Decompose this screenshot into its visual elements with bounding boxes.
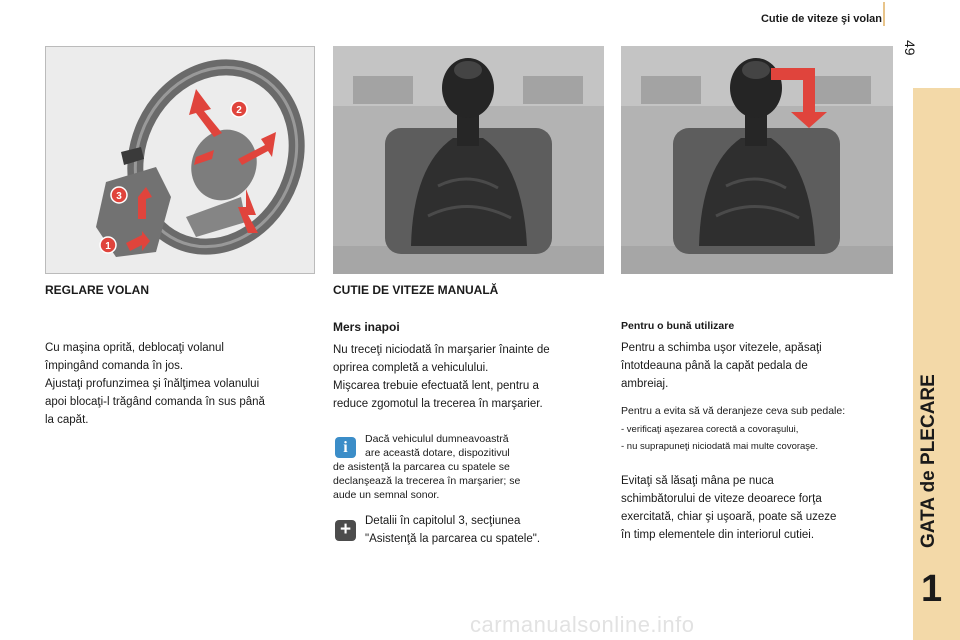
info-line: are această dotare, dispozitivul [365, 447, 510, 459]
hand-line: în timp elementele din interiorul cutiei. [621, 529, 815, 541]
hand-line: Evitaţi să lăsaţi mâna pe nuca [621, 475, 774, 487]
callout-3: 3 [116, 191, 122, 202]
clutch-line: întotdeauna până la capăt pedala de [621, 360, 808, 372]
gear-lever-reverse-figure [621, 46, 893, 274]
gearbox-heading: CUTIE DE VITEZE MANUALĂ [333, 283, 499, 297]
reverse-line: Mişcarea trebuie efectuată lent, pentru a [333, 380, 539, 392]
steering-line: la capăt. [45, 414, 89, 426]
plus-note [365, 512, 605, 548]
plus-icon: + [335, 520, 356, 541]
hand-line: schimbătorului de viteze deoarece forţa [621, 493, 822, 505]
callout-1: 1 [105, 241, 111, 252]
gear-lever-illustration [333, 46, 604, 274]
hand-text [621, 472, 891, 544]
clutch-line: Pentru a schimba uşor vitezele, apăsaţi [621, 342, 822, 354]
plus-line: Detalii în capitolul 3, secţiunea [365, 515, 521, 527]
steering-wheel-illustration [46, 47, 315, 274]
pedal-bullets [621, 421, 896, 455]
watermark: carmanualsonline.info [470, 612, 695, 637]
clutch-line: ambreiaj. [621, 378, 669, 390]
steering-line: Ajustaţi profunzimea şi înălţimea volanului [45, 378, 260, 390]
hand-line: exercitată, chiar şi uşoară, poate să uzeze [621, 511, 837, 523]
info-line: Dacă vehiculul dumneavoastră [365, 433, 509, 445]
steering-wheel-figure [45, 46, 315, 274]
bullet-item: - verificaţi aşezarea corectă a covoraşului, [621, 424, 799, 435]
steering-line: împingând comanda în jos. [45, 360, 184, 372]
section-title: Cutie de viteze şi volan [760, 13, 882, 25]
reverse-text [333, 341, 603, 413]
steering-heading: REGLARE VOLAN [45, 283, 150, 297]
info-icon: i [335, 437, 356, 458]
info-line: aude un semnal sonor. [333, 489, 440, 501]
tips-title: Pentru o bună utilizare [621, 320, 735, 332]
pedal-intro: Pentru a evita să vă deranjeze ceva sub pedale: [621, 405, 846, 417]
plus-line: "Asistenţă la parcarea cu spatele". [365, 533, 541, 545]
info-line: declanşează la trecerea în marşarier; se [333, 475, 521, 487]
steering-text [45, 339, 307, 429]
clutch-text [621, 339, 891, 393]
steering-line: apoi blocaţi-l trăgând comanda în sus până [45, 396, 265, 408]
page-number: 49 [902, 40, 918, 56]
info-line: de asistenţă la parcarea cu spatele se [333, 461, 510, 473]
reverse-title: Mers inapoi [333, 320, 400, 334]
reverse-line: oprirea completă a vehiculului. [333, 362, 489, 374]
callout-2: 2 [236, 105, 242, 116]
steering-line: Cu maşina oprită, deblocaţi volanul [45, 342, 224, 354]
bullet-item: - nu suprapuneţi niciodată mai multe covoraşe. [621, 441, 818, 452]
reverse-line: Nu treceţi niciodată în marşarier înainte de [333, 344, 550, 356]
chapter-tab [913, 88, 960, 640]
gear-lever-reverse-illustration [621, 46, 893, 274]
info-note [333, 432, 603, 502]
chapter-number: 1 [921, 568, 943, 610]
reverse-line: reduce zgomotul la trecerea în marşarier. [333, 398, 543, 410]
chapter-label: GATA de PLECARE [918, 374, 939, 548]
gear-lever-figure [333, 46, 604, 274]
